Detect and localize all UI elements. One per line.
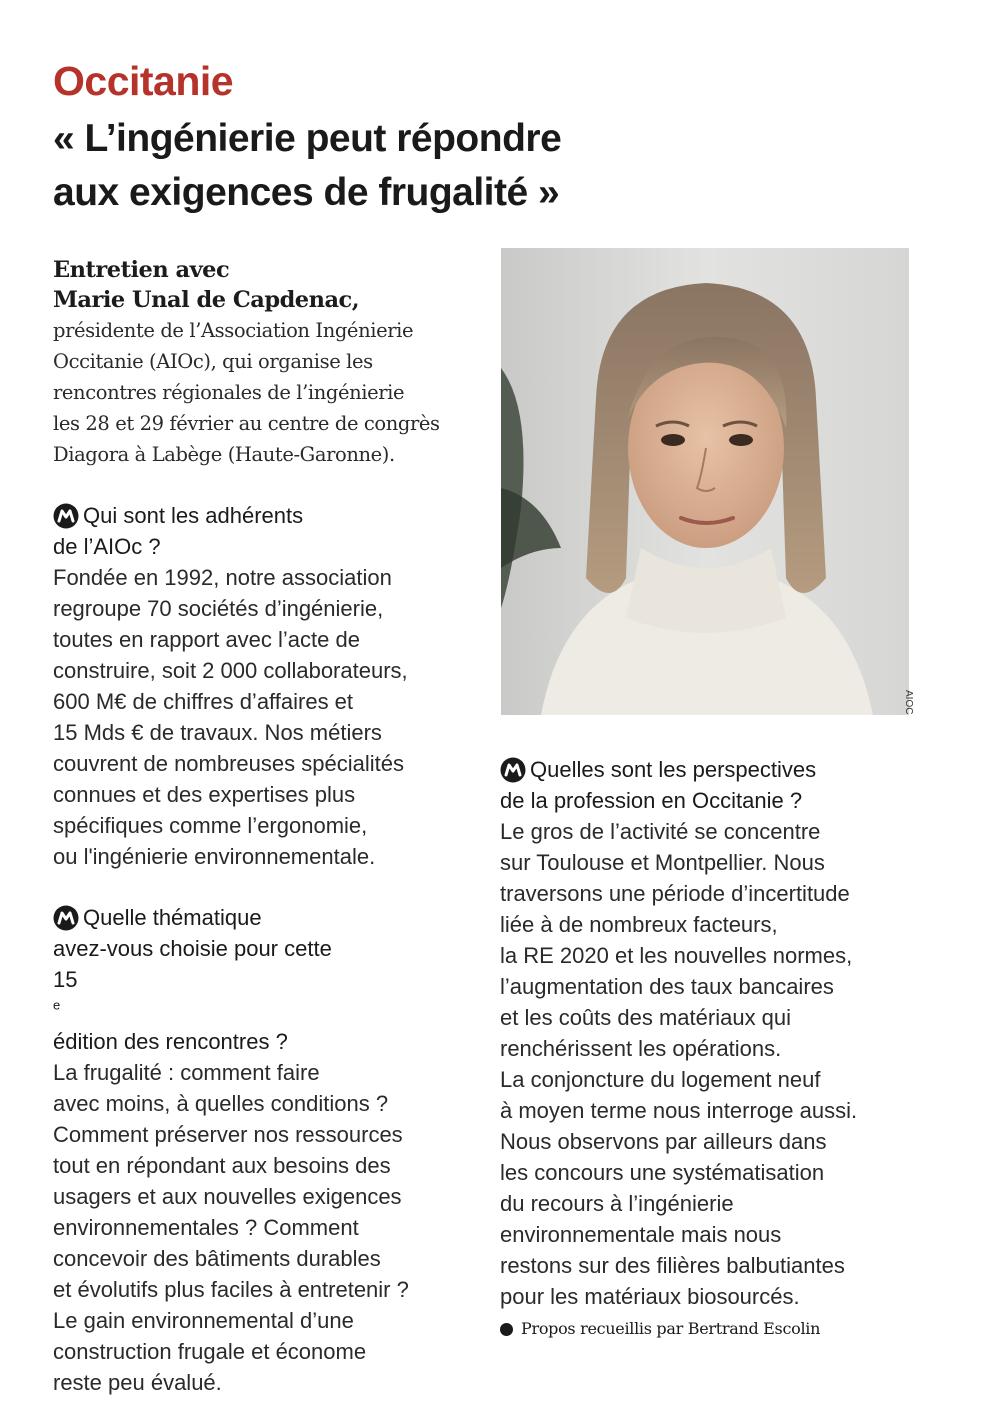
edition-number: 15 [53, 967, 78, 992]
answer-line: avec moins, à quelles conditions ? [53, 1091, 389, 1116]
answer-line: usagers et aux nouvelles exigences [53, 1184, 402, 1209]
question-2 [53, 902, 483, 1057]
answer-line: 15 Mds € de travaux. Nos métiers [53, 720, 382, 745]
question-text: Quelle thématique [83, 905, 262, 930]
byline [500, 1316, 920, 1342]
answer-line: environnementale mais nous [500, 1222, 782, 1247]
intro-line: rencontres régionales de l’ingénierie [53, 381, 405, 404]
answer-line: spécifiques comme l’ergonomie, [53, 813, 368, 838]
answer-line: regroupe 70 sociétés d’ingénierie, [53, 596, 384, 621]
article-headline [53, 112, 753, 220]
intro-description [53, 315, 483, 470]
question-text: Quelles sont les perspectives [530, 757, 817, 782]
answer-2 [53, 1057, 483, 1398]
question-3 [500, 754, 920, 816]
portrait-photo [501, 248, 909, 715]
photo-credit: AIOC [903, 690, 914, 715]
answer-line: ou l'ingénierie environnementale. [53, 844, 376, 869]
answer-line: Le gain environnemental d’une [53, 1308, 354, 1333]
answer-line: Fondée en 1992, notre association [53, 565, 392, 590]
answer-line: pour les matériaux biosourcés. [500, 1284, 800, 1309]
question-line [500, 754, 920, 785]
answer-line: construction frugale et économe [53, 1339, 367, 1364]
question-line: avez-vous choisie pour cette [53, 936, 332, 961]
answer-line: l’augmentation des taux bancaires [500, 974, 834, 999]
headline-line: « L’ingénierie peut répondre [53, 117, 562, 160]
answer-line: environnementales ? Comment [53, 1215, 359, 1240]
answer-1 [53, 562, 483, 872]
answer-line: Comment préserver nos ressources [53, 1122, 403, 1147]
answer-3 [500, 816, 920, 1312]
answer-line: traversons une période d’incertitude [500, 881, 850, 906]
answer-line: reste peu évalué. [53, 1370, 222, 1395]
answer-line: Le gros de l’activité se concentre [500, 819, 821, 844]
answer-line: sur Toulouse et Montpellier. Nous [500, 850, 825, 875]
answer-line: les concours une systématisation [500, 1160, 825, 1185]
answer-line: liée à de nombreux facteurs, [500, 912, 778, 937]
answer-line: La frugalité : comment faire [53, 1060, 320, 1085]
interviewee-name [53, 255, 483, 315]
question-line: de l’AIOc ? [53, 534, 161, 559]
answer-line: construire, soit 2 000 collaborateurs, [53, 658, 408, 683]
magazine-m-logo-icon [53, 905, 79, 931]
answer-line: concevoir des bâtiments durables [53, 1246, 381, 1271]
magazine-m-logo-icon [500, 757, 526, 783]
answer-line: et les coûts des matériaux qui [500, 1005, 792, 1030]
headline-line: aux exigences de frugalité » [53, 171, 560, 214]
intro-line: Occitanie (AIOc), qui organise les [53, 350, 373, 373]
bullet-icon [500, 1323, 513, 1336]
question-1 [53, 500, 483, 562]
intro-line: les 28 et 29 février au centre de congrès [53, 412, 440, 435]
question-text: édition des rencontres ? [53, 1029, 288, 1054]
answer-line: à moyen terme nous interroge aussi. [500, 1098, 858, 1123]
question-text: Qui sont les adhérents [83, 503, 304, 528]
answer-line: Nous observons par ailleurs dans [500, 1129, 827, 1154]
left-column [53, 255, 483, 1398]
answer-line: restons sur des filières balbutiantes [500, 1253, 845, 1278]
question-line: de la profession en Occitanie ? [500, 788, 803, 813]
answer-line: 600 M€ de chiffres d’affaires et [53, 689, 354, 714]
byline-text: Propos recueillis par Bertrand Escolin [521, 1319, 821, 1338]
right-column [500, 754, 920, 1342]
answer-line: couvrent de nombreuses spécialités [53, 751, 404, 776]
answer-line: toutes en rapport avec l’acte de [53, 627, 360, 652]
question-line [53, 500, 483, 531]
answer-line: connues et des expertises plus [53, 782, 356, 807]
question-line [53, 902, 483, 933]
answer-line: la RE 2020 et les nouvelles normes, [500, 943, 853, 968]
question-line [53, 964, 483, 1057]
ordinal-suffix: e [53, 997, 61, 1013]
intro-name-line: Entretien avec [53, 257, 230, 283]
intro-line: présidente de l’Association Ingénierie [53, 319, 414, 342]
intro-name-line: Marie Unal de Capdenac, [53, 287, 360, 313]
answer-line: La conjoncture du logement neuf [500, 1067, 821, 1092]
answer-line: tout en répondant aux besoins des [53, 1153, 391, 1178]
magazine-m-logo-icon [53, 503, 79, 529]
answer-line: du recours à l’ingénierie [500, 1191, 734, 1216]
portrait-illustration [501, 248, 909, 715]
article-kicker: Occitanie [53, 58, 234, 104]
intro-line: Diagora à Labège (Haute-Garonne). [53, 443, 395, 466]
answer-line: et évolutifs plus faciles à entretenir ? [53, 1277, 409, 1302]
answer-line: renchérissent les opérations. [500, 1036, 782, 1061]
